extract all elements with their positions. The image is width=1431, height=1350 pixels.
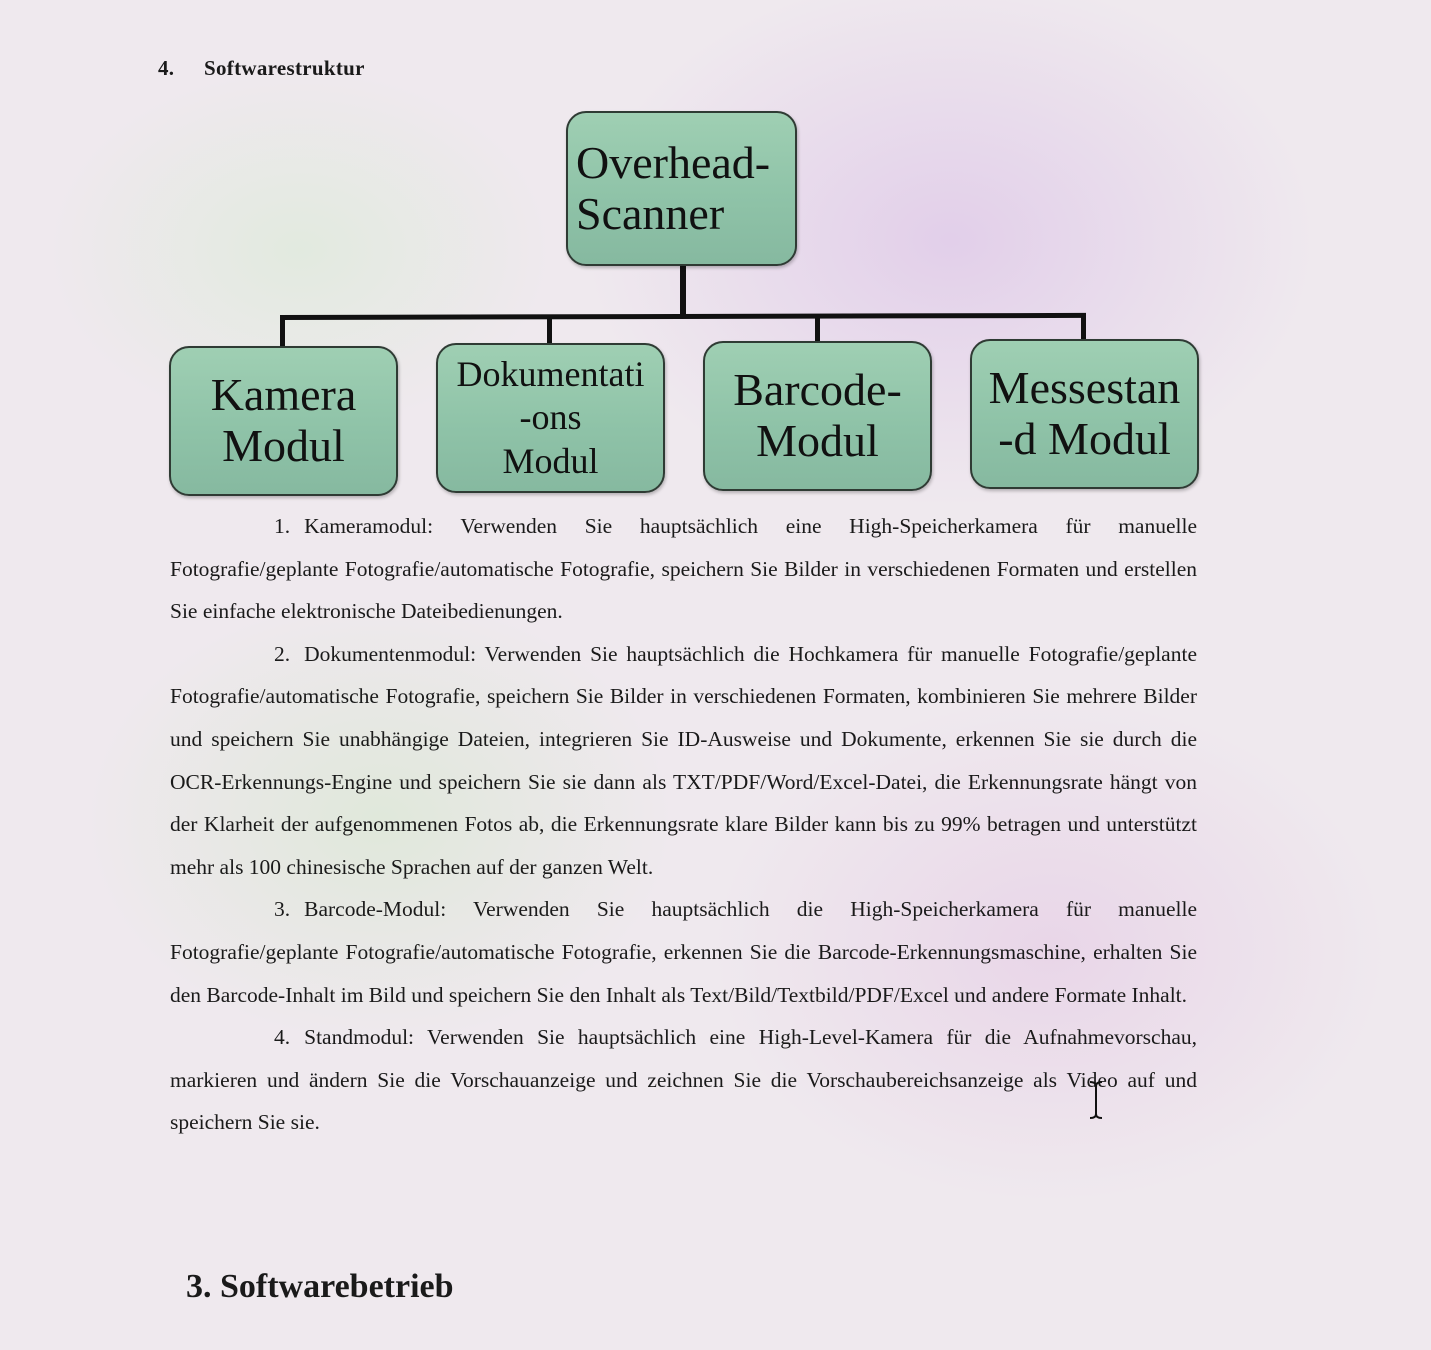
connector-horizontal-bar <box>280 313 1086 320</box>
connector-child-2 <box>547 317 552 344</box>
connector-root-stem <box>680 266 686 318</box>
paragraph-standmodul <box>170 1016 1197 1144</box>
node-label: Kamera Modul <box>210 369 357 471</box>
next-section-heading: 3. Softwarebetrieb <box>186 1268 454 1305</box>
text-cursor-icon <box>1087 1080 1105 1120</box>
node-label: Barcode- Modul <box>733 364 902 466</box>
body-text <box>170 505 1197 1144</box>
paragraph-dokumentenmodul <box>170 633 1197 889</box>
diagram-root-node <box>566 111 797 266</box>
paragraph-index: 4. <box>274 1025 291 1050</box>
node-label: Dokumentati -ons Modul <box>456 354 645 481</box>
root-node-label: Overhead- Scanner <box>576 136 771 239</box>
diagram-node-dokumentations-modul <box>436 343 665 493</box>
diagram-node-barcode-modul <box>703 341 932 491</box>
section-number: 4. <box>158 56 175 80</box>
diagram-node-messestand-modul <box>970 339 1199 489</box>
org-diagram <box>0 0 1431 520</box>
section-title: Softwarestruktur <box>204 56 365 80</box>
connector-child-3 <box>815 316 820 342</box>
paragraph-index: 3. <box>274 897 291 922</box>
paragraph-text: Kameramodul: Verwenden Sie hauptsächlich eine High-Speicherkamera für manuelle Fotografie/geplante Fotografie/automatische Fotografie, speichern Sie Bilder in verschiedenen Formaten und erstellen Sie einfache elektronische Dateibedienungen. <box>170 514 1197 624</box>
paragraph-text: Dokumentenmodul: Verwenden Sie hauptsächlich die Hochkamera für manuelle Fotografie/geplante Fotografie/automatische Fotografie, speichern Sie Bilder in verschiedenen Formaten, kombinieren Sie mehrere Bilder und speichern Sie unabhängige Dateien, integrieren Sie ID-Ausweise und Dokumente, erkennen Sie sie durch die OCR-Erkennungs-Engine und speichern Sie sie dann als TXT/PDF/Word/Excel-Datei, die Erkennungsrate hängt von der Klarheit der aufgenommenen Fotos ab, die Erkennungsrate klare Bilder kann bis zu 99% betragen und unterstützt mehr als 100 chinesische Sprachen auf der ganzen Welt. <box>170 641 1197 879</box>
connector-child-4 <box>1081 315 1086 340</box>
node-label: Messestan -d Modul <box>988 362 1181 464</box>
paragraph-barcode-modul <box>170 888 1197 1016</box>
connector-child-1 <box>280 318 285 347</box>
paragraph-index: 2. <box>274 641 291 666</box>
paragraph-kameramodul <box>170 505 1197 633</box>
paragraph-text: Barcode-Modul: Verwenden Sie hauptsächlich die High-Speicherkamera für manuelle Fotografie/geplante Fotografie/automatische Fotografie, erkennen Sie die Barcode-Erkennungsmaschine, erhalten Sie den Barcode-Inhalt im Bild und speichern Sie den Inhalt als Text/Bild/Textbild/PDF/Excel und andere Formate Inhalt. <box>170 897 1197 1007</box>
diagram-node-kamera-modul <box>169 346 398 496</box>
paragraph-index: 1. <box>274 514 291 538</box>
paragraph-text: Standmodul: Verwenden Sie hauptsächlich eine High-Level-Kamera für die Aufnahmevorschau, markieren und ändern Sie die Vorschauanzeige und zeichnen Sie die Vorschaubereichsanzeige als Video auf und speichern Sie sie. <box>170 1025 1197 1135</box>
